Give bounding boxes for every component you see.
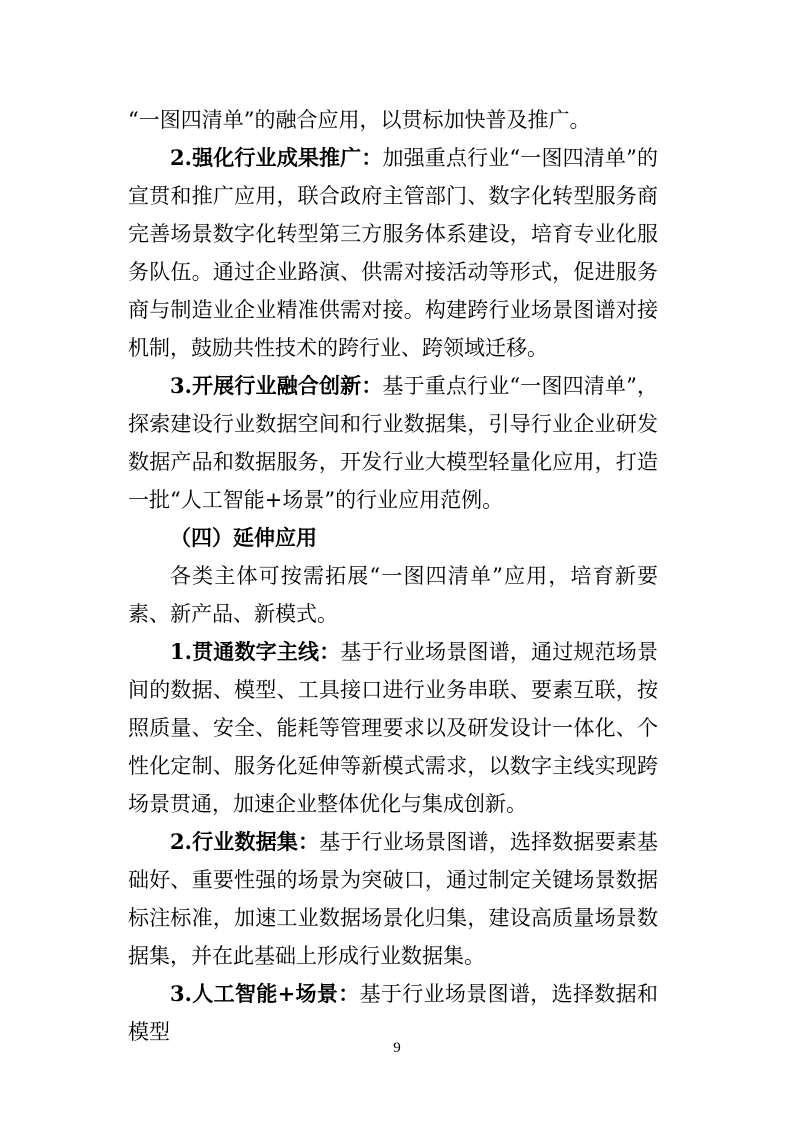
- section-heading: （四）延伸应用: [170, 525, 317, 550]
- paragraph-text: “一图四清单”的融合应用，以贯标加快普及推广。: [128, 108, 591, 132]
- paragraph-text: 基于重点行业“一图四清单”，探索建设行业数据空间和行业数据集，引导行业企业研发数据产品和数据服务，开发行业大模型轻量化应用，打造一批“人工智能+场景”的行业应用范例。: [128, 374, 658, 512]
- page-number: 9: [393, 1040, 401, 1056]
- paragraph-continuation: [128, 101, 658, 139]
- item-text: 基于行业场景图谱，通过规范场景间的数据、模型、工具接口进行业务串联、要素互联，按照质量、安全、能耗等管理要求以及研发设计一体化、个性化定制、服务化延伸等新模式需求，以数字主线实现跨场景贯通，加速企业整体优化与集成创新。: [128, 640, 658, 816]
- paragraph-heading: 2.强化行业成果推广：: [170, 145, 383, 170]
- item-text: 基于行业场景图谱，选择数据和模型: [128, 982, 658, 1044]
- paragraph-integration-innovation: [128, 367, 658, 519]
- item-text: 基于行业场景图谱，选择数据要素基础好、重要性强的场景为突破口，通过制定关键场景数据标注标准，加速工业数据场景化归集，建设高质量场景数据集，并在此基础上形成行业数据集。: [128, 830, 658, 968]
- paragraph-heading: 3.开展行业融合创新：: [170, 373, 383, 398]
- paragraph-promote-results: [128, 139, 658, 367]
- page-body: [128, 101, 658, 1051]
- item-industry-dataset: [128, 823, 658, 975]
- item-digital-thread: [128, 633, 658, 823]
- item-heading: 2.行业数据集：: [170, 829, 320, 854]
- item-heading: 1.贯通数字主线：: [170, 639, 341, 664]
- item-heading: 3.人工智能+场景：: [170, 981, 360, 1006]
- paragraph-text: 加强重点行业“一图四清单”的宣贯和推广应用，联合政府主管部门、数字化转型服务商完善场景数字化转型第三方服务体系建设，培育专业化服务队伍。通过企业路演、供需对接活动等形式，促进服务商与制造业企业精准供需对接。构建跨行业场景图谱对接机制，鼓励共性技术的跨行业、跨领域迁移。: [128, 146, 658, 360]
- section-intro: 各类主体可按需拓展“一图四清单”应用，培育新要素、新产品、新模式。: [128, 564, 658, 626]
